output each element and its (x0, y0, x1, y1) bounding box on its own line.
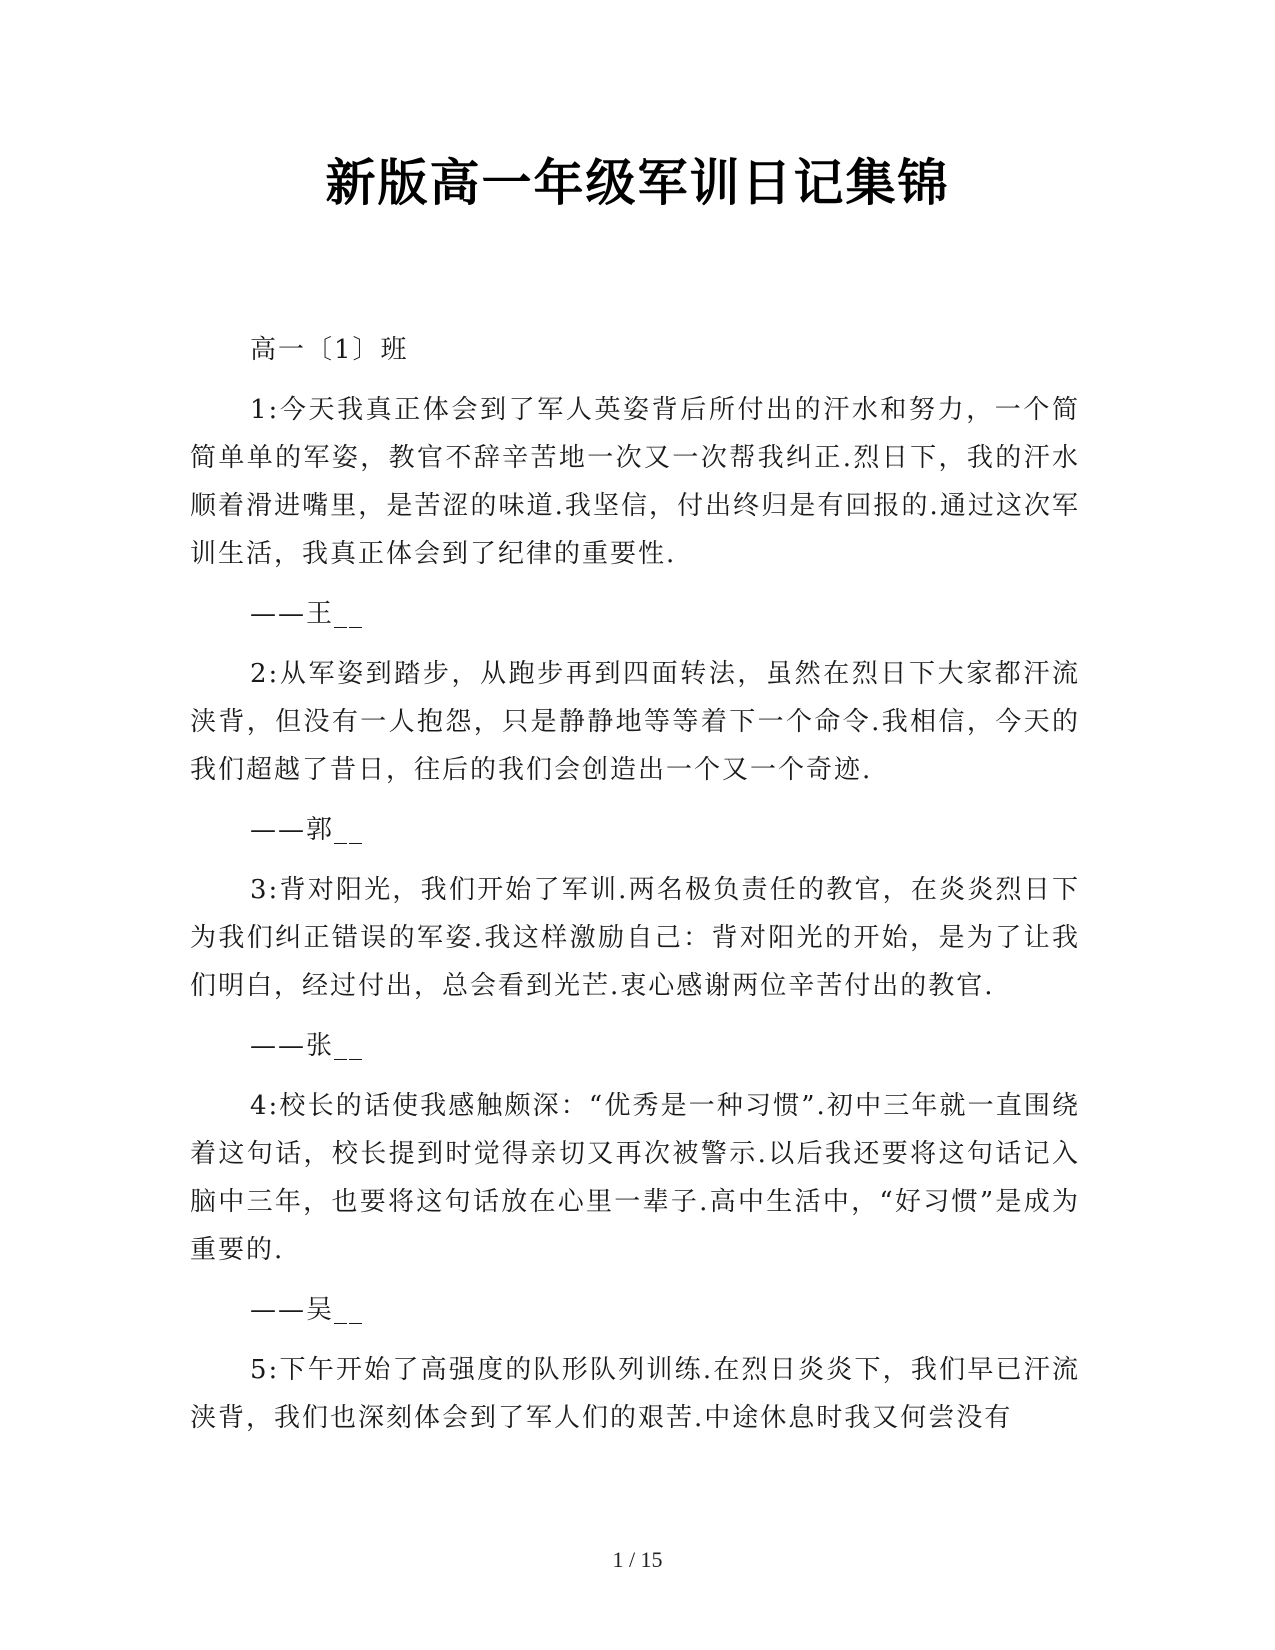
page-number: 1 / 15 (612, 1547, 663, 1572)
diary-entry-4: 4:校长的话使我感触颇深：“优秀是一种习惯”.初中三年就一直围绕着这句话，校长提到时觉得亲切又再次被警示.以后我还要将这句话记入脑中三年，也要将这句话放在心里一辈子.高中生活中，“好习惯”是成为重要的. (190, 1091, 1080, 1265)
diary-entry-3: 3:背对阳光，我们开始了军训.两名极负责任的教官，在炎炎烈日下为我们纠正错误的军姿.我这样激励自己：背对阳光的开始，是为了让我们明白，经过付出，总会看到光芒.衷心感谢两位辛苦付出的教官. (190, 875, 1080, 1001)
author-signature-1: ——王__ (250, 599, 365, 629)
diary-entry-2: 2:从军姿到踏步，从跑步再到四面转法，虽然在烈日下大家都汗流浃背，但没有一人抱怨，只是静静地等等着下一个命令.我相信，今天的我们超越了昔日，往后的我们会创造出一个又一个奇迹. (190, 659, 1080, 785)
document-title: 新版高一年级军训日记集锦 (325, 153, 950, 212)
class-label: 高一〔1〕班 (250, 335, 409, 365)
author-signature-2: ——郭__ (250, 815, 365, 845)
document-body (190, 326, 1080, 1454)
author-signature-4: ——吴__ (250, 1295, 365, 1325)
author-signature-3: ——张__ (250, 1031, 365, 1061)
diary-entry-5: 5:下午开始了高强度的队形队列训练.在烈日炎炎下，我们早已汗流浃背，我们也深刻体会到了军人们的艰苦.中途休息时我又何尝没有 (190, 1355, 1080, 1433)
diary-entry-1: 1:今天我真正体会到了军人英姿背后所付出的汗水和努力，一个简简单单的军姿，教官不辞辛苦地一次又一次帮我纠正.烈日下，我的汗水顺着滑进嘴里，是苦涩的味道.我坚信，付出终归是有回报的.通过这次军训生活，我真正体会到了纪律的重要性. (190, 395, 1080, 569)
